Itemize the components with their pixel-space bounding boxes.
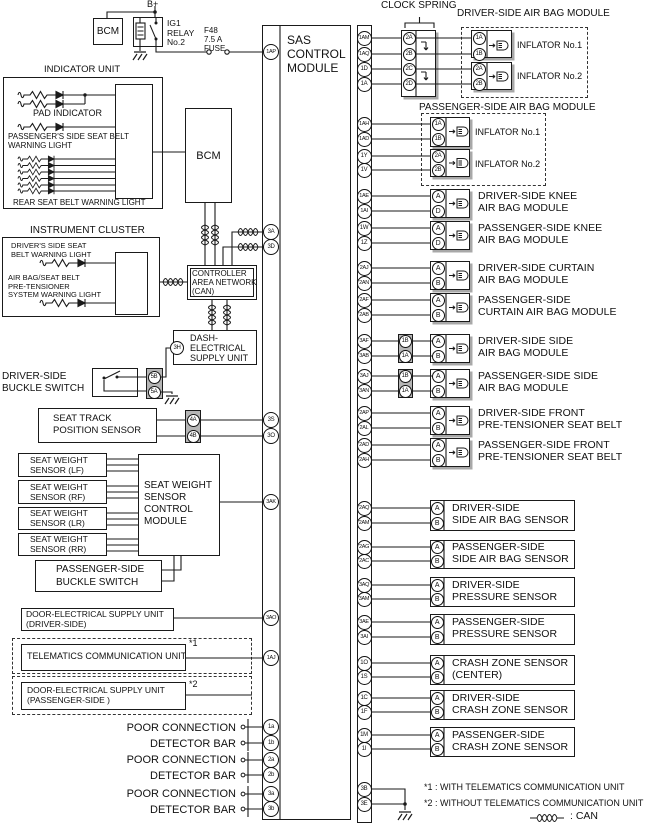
pin-A: A (431, 729, 444, 742)
pin-3a: 3a (263, 786, 279, 802)
driver-inflator2-label: INFLATOR No.2 (517, 71, 583, 81)
pin-2AQ: 2AQ (357, 501, 372, 516)
pin-1a: 1a (263, 719, 279, 735)
door-supply-driver-label: DOOR-ELECTRICAL SUPPLY UNIT (DRIVER-SIDE) (26, 609, 164, 629)
indicator-unit-title: INDICATOR UNIT (44, 64, 121, 75)
footnote-1: *1 : WITH TELEMATICS COMMUNICATION UNIT (424, 782, 625, 792)
pin-3AM: 3AM (357, 592, 372, 607)
driver-buckle-switch-label: DRIVER-SIDE BUCKLE SWITCH (2, 371, 85, 394)
pin-1A: 1A (399, 350, 412, 363)
pin-B: B (431, 631, 444, 644)
passenger-crash-zone-label: PASSENGER-SIDE CRASH ZONE SENSOR (452, 729, 569, 753)
pin-3O: 3O (263, 428, 279, 444)
pin-2B: 2B (403, 48, 416, 61)
pin-1A: 1A (432, 118, 445, 131)
pin-1AH: 1AH (357, 117, 372, 132)
passenger-knee-airbag-label: PASSENGER-SIDE KNEE AIR BAG MODULE (478, 222, 603, 246)
pin-A: A (432, 370, 445, 383)
pin-1B: 1B (473, 48, 486, 61)
pin-1S: 1S (357, 670, 372, 685)
poor-connection-label-3: POOR CONNECTION DETECTOR BAR (126, 788, 236, 816)
pin-1B: 1B (399, 335, 412, 348)
pin-A: A (431, 616, 444, 629)
pin-2D: 2D (403, 78, 416, 91)
b-plus-label: B+ (147, 0, 159, 9)
passenger-side-airbag-sensor-label: PASSENGER-SIDE SIDE AIR BAG SENSOR (452, 541, 569, 565)
airbag-warning-label: AIR BAG/SEAT BELT PRE-TENSIONER SYSTEM WARNING LIGHT (8, 273, 102, 299)
rear-belt-warning-label: REAR SEAT BELT WARNING LIGHT (13, 198, 146, 207)
pin-2C: 2C (403, 63, 416, 76)
pin-2A: 2A (432, 150, 445, 163)
driver-side-airbag-label: DRIVER-SIDE SIDE AIR BAG MODULE (478, 335, 574, 359)
pin-A: A (431, 692, 444, 705)
pin-3B: 3B (357, 782, 372, 797)
passenger-belt-warning-label: PASSENGER'S SIDE SEAT BELT WARNING LIGHT (8, 132, 129, 150)
pin-A: A (432, 439, 445, 452)
clock-spring-title: CLOCK SPRING (381, 0, 457, 11)
pin-A: A (432, 190, 445, 203)
pin-5A: 5A (148, 386, 161, 399)
pin-B: B (432, 385, 445, 398)
telematics-label: TELEMATICS COMMUNICATION UNIT (27, 651, 187, 661)
pin-A: A (432, 335, 445, 348)
note2-label: *2 (189, 679, 198, 689)
driver-side-airbag-sensor-label: DRIVER-SIDE SIDE AIR BAG SENSOR (452, 502, 569, 526)
pin-1F: 1F (357, 705, 372, 720)
pin-1B: 1B (399, 370, 412, 383)
pin-1O: 1O (357, 656, 372, 671)
pin-3A: 3A (263, 224, 279, 240)
pin-1AQ: 1AQ (357, 47, 372, 62)
pin-1A: 1A (399, 385, 412, 398)
pin-1A: 1A (357, 77, 372, 92)
pin-2AL: 2AL (357, 421, 372, 436)
pin-1A: 1A (473, 32, 486, 45)
driver-knee-airbag-label: DRIVER-SIDE KNEE AIR BAG MODULE (478, 190, 578, 214)
pin-2A: 2A (403, 32, 416, 45)
driver-pretensioner-label: DRIVER-SIDE FRONT PRE-TENSIONER SEAT BELT (478, 407, 623, 431)
pin-A: A (431, 657, 444, 670)
fuse-label: F48 7.5 A FUSE (204, 26, 226, 53)
pin-A: A (431, 541, 444, 554)
passenger-pressure-sensor-label: PASSENGER-SIDE PRESSURE SENSOR (452, 616, 558, 640)
pin-2AJ: 2AJ (357, 261, 372, 276)
pin-3b: 3b (263, 801, 279, 817)
pin-B: B (431, 671, 444, 684)
pin-1D: 1D (357, 62, 372, 77)
pin-D: D (432, 205, 445, 218)
pin-2AD: 2AD (357, 438, 372, 453)
pin-3E: 3E (357, 797, 372, 812)
crash-zone-center-label: CRASH ZONE SENSOR (CENTER) (452, 657, 569, 681)
pin-B: B (432, 309, 445, 322)
sws-rf-label: SEAT WEIGHT SENSOR (RF) (30, 482, 88, 502)
pin-B: B (432, 454, 445, 467)
pin-A: A (432, 294, 445, 307)
pin-2AB: 2AB (357, 308, 372, 323)
driver-belt-warning-label: DRIVER'S SIDE SEAT BELT WARNING LIGHT (11, 241, 92, 259)
passenger-airbag-module-title: PASSENGER-SIDE AIR BAG MODULE (419, 102, 596, 113)
pin-2B: 2B (473, 78, 486, 91)
pin-3AK: 3AK (263, 494, 279, 510)
pin-A: A (431, 502, 444, 515)
pin-A: A (432, 262, 445, 275)
pin-A: A (431, 579, 444, 592)
pin-B: B (432, 422, 445, 435)
pin-3H: 3H (170, 341, 184, 355)
sws-lr-label: SEAT WEIGHT SENSOR (LR) (30, 508, 88, 528)
pin-2AN: 2AN (357, 276, 372, 291)
sws-lf-label: SEAT WEIGHT SENSOR (LF) (30, 455, 88, 475)
seat-track-sensor-label: SEAT TRACK POSITION SENSOR (53, 413, 142, 436)
pin-D: D (432, 237, 445, 250)
pin-2AP: 2AP (357, 406, 372, 421)
pin-2AH: 2AH (357, 453, 372, 468)
pin-1b: 1b (263, 735, 279, 751)
passenger-buckle-switch-label: PASSENGER-SIDE BUCKLE SWITCH (56, 564, 145, 588)
pad-indicator-label: PAD INDICATOR (33, 108, 103, 118)
poor-connection-label-2: POOR CONNECTION DETECTOR BAR (126, 754, 236, 782)
pin-4A: 4A (187, 414, 200, 427)
pin-B: B (431, 743, 444, 756)
pin-2AF: 2AF (357, 293, 372, 308)
pin-1I: 1I (357, 742, 372, 757)
passenger-curtain-airbag-label: PASSENGER-SIDE CURTAIN AIR BAG MODULE (478, 294, 617, 318)
pin-4B: 4B (187, 430, 200, 443)
pin-2AC: 2AC (357, 554, 372, 569)
door-supply-passenger-label: DOOR-ELECTRICAL SUPPLY UNIT (PASSENGER-SIDE ) (27, 685, 165, 705)
sws-control-module-label: SEAT WEIGHT SENSOR CONTROL MODULE (144, 480, 212, 527)
pin-1AD: 1AD (357, 132, 372, 147)
pin-3AQ: 3AQ (357, 578, 372, 593)
bcm-box-main: BCM (185, 108, 232, 203)
pin-B: B (431, 517, 444, 530)
pin-2B: 2B (432, 164, 445, 177)
can-legend-label: : CAN (570, 810, 599, 822)
passenger-inflator2-label: INFLATOR No.2 (475, 159, 541, 169)
pin-1AE: 1AE (357, 189, 372, 204)
note1-label: *1 (189, 638, 198, 648)
pin-A: A (432, 407, 445, 420)
pin-3AO: 3AO (263, 610, 279, 626)
pin-3AI: 3AI (357, 630, 372, 645)
passenger-inflator1-label: INFLATOR No.1 (475, 127, 541, 137)
pin-3AJ: 3AJ (357, 369, 372, 384)
sas-control-module-label: SAS CONTROL MODULE (287, 33, 346, 75)
pin-1C: 1C (357, 691, 372, 706)
pin-B: B (432, 350, 445, 363)
driver-inflator1-label: INFLATOR No.1 (517, 40, 583, 50)
pin-2b: 2b (263, 767, 279, 783)
pin-5B: 5B (148, 371, 161, 384)
pin-3AF: 3AF (357, 334, 372, 349)
pin-3AE: 3AE (357, 615, 372, 630)
pin-B: B (432, 277, 445, 290)
pin-1Y: 1Y (357, 149, 372, 164)
pin-B: B (431, 593, 444, 606)
footnote-2: *2 : WITHOUT TELEMATICS COMMUNICATION UNIT (424, 798, 644, 808)
pin-3AB: 3AB (357, 349, 372, 364)
pin-2a: 2a (263, 752, 279, 768)
ig1-relay-label: IG1 RELAY No.2 (167, 18, 195, 47)
pin-1M: 1M (357, 728, 372, 743)
can-label: CONTROLLER AREA NETWORK (CAN) (192, 269, 257, 296)
pin-B: B (431, 706, 444, 719)
pin-2AM: 2AM (357, 516, 372, 531)
passenger-pretensioner-label: PASSENGER-SIDE FRONT PRE-TENSIONER SEAT BELT (478, 439, 623, 463)
pin-1W: 1W (357, 221, 372, 236)
pin-1AI: 1AI (357, 204, 372, 219)
pin-A: A (432, 222, 445, 235)
poor-connection-label-1: POOR CONNECTION DETECTOR BAR (126, 722, 236, 750)
pin-1V: 1V (357, 163, 372, 178)
bcm-box-top: BCM (93, 18, 123, 45)
pin-2A: 2A (473, 63, 486, 76)
pin-2AG: 2AG (357, 540, 372, 555)
pin-1AJ: 1AJ (263, 650, 279, 666)
pin-3AN: 3AN (357, 384, 372, 399)
driver-pressure-sensor-label: DRIVER-SIDE PRESSURE SENSOR (452, 579, 558, 603)
pin-B: B (431, 555, 444, 568)
pin-3D: 3D (263, 239, 279, 255)
instrument-cluster-title: INSTRUMENT CLUSTER (30, 225, 145, 236)
passenger-side-airbag-label: PASSENGER-SIDE SIDE AIR BAG MODULE (478, 370, 599, 394)
pin-1B: 1B (432, 133, 445, 146)
pin-1AP: 1AP (263, 44, 279, 60)
pin-1AM: 1AM (357, 31, 372, 46)
driver-curtain-airbag-label: DRIVER-SIDE CURTAIN AIR BAG MODULE (478, 262, 595, 286)
pin-1Z: 1Z (357, 236, 372, 251)
sws-rr-label: SEAT WEIGHT SENSOR (RR) (30, 534, 88, 554)
driver-airbag-module-title: DRIVER-SIDE AIR BAG MODULE (457, 8, 610, 19)
pin-3S: 3S (263, 412, 279, 428)
dash-electrical-supply-label: DASH- ELECTRICAL SUPPLY UNIT (190, 333, 249, 363)
driver-crash-zone-label: DRIVER-SIDE CRASH ZONE SENSOR (452, 692, 569, 716)
